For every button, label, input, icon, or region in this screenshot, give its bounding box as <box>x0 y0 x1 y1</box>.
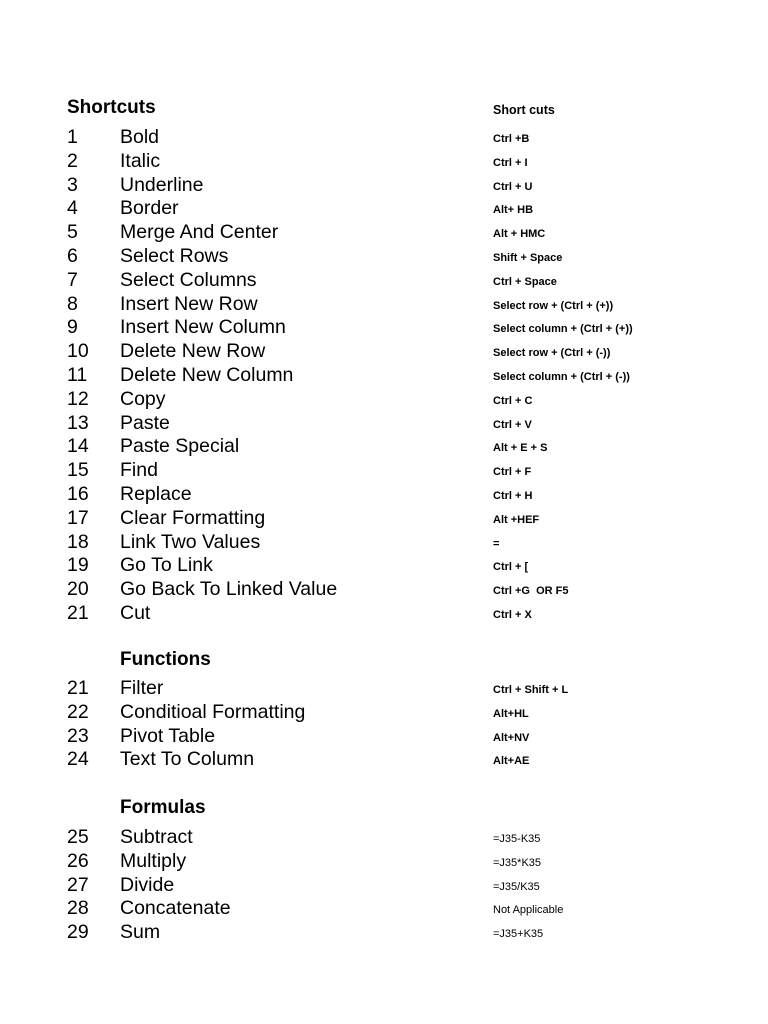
item-shortcut: Alt+HL <box>493 707 529 720</box>
item-number: 6 <box>67 244 78 267</box>
list-item <box>0 578 768 602</box>
item-number: 11 <box>67 363 88 386</box>
list-item <box>0 677 768 701</box>
item-number: 4 <box>67 197 78 220</box>
list-item <box>0 245 768 269</box>
item-shortcut: Alt+NV <box>493 731 530 744</box>
item-number: 5 <box>67 221 78 244</box>
item-label: Link Two Values <box>120 530 261 553</box>
item-shortcut: Alt + E + S <box>493 442 548 455</box>
item-label: Select Rows <box>120 244 229 267</box>
item-label: Divide <box>120 873 175 896</box>
item-number: 24 <box>67 748 89 771</box>
item-label: Replace <box>120 482 192 505</box>
item-formula: =J35+K35 <box>493 928 544 941</box>
shortcut-column-header: Short cuts <box>493 103 555 117</box>
list-item <box>0 531 768 555</box>
item-label: Select Columns <box>120 268 257 291</box>
item-number: 28 <box>67 897 89 920</box>
item-label: Pivot Table <box>120 724 216 747</box>
list-item <box>0 412 768 436</box>
item-label: Text To Column <box>120 748 255 771</box>
item-shortcut: Ctrl + [ <box>493 561 529 574</box>
item-number: 12 <box>67 387 89 410</box>
list-item <box>0 435 768 459</box>
item-number: 26 <box>67 849 89 872</box>
item-formula: =J35/K35 <box>493 880 540 893</box>
item-number: 13 <box>67 411 89 434</box>
item-label: Paste Special <box>120 435 240 458</box>
list-item <box>0 748 768 772</box>
item-label: Insert New Column <box>120 316 286 339</box>
item-label: Sum <box>120 921 161 944</box>
item-label: Merge And Center <box>120 221 279 244</box>
item-number: 8 <box>67 292 78 315</box>
item-label: Concatenate <box>120 897 231 920</box>
item-shortcut: Ctrl + X <box>493 608 532 621</box>
formulas-heading: Formulas <box>120 797 206 818</box>
list-item <box>0 316 768 340</box>
item-number: 19 <box>67 554 89 577</box>
functions-heading: Functions <box>120 649 211 670</box>
item-number: 2 <box>67 149 78 172</box>
list-item <box>0 293 768 317</box>
item-shortcut: Ctrl +G OR F5 <box>493 585 569 598</box>
item-shortcut: Select row + (Ctrl + (-)) <box>493 347 611 360</box>
list-item <box>0 174 768 198</box>
list-item <box>0 897 768 921</box>
item-formula: =J35-K35 <box>493 833 541 845</box>
item-number: 22 <box>67 700 89 723</box>
item-label: Bold <box>120 126 160 148</box>
item-number: 21 <box>67 677 89 699</box>
item-shortcut: = <box>493 537 500 550</box>
item-formula: Not Applicable <box>493 904 564 917</box>
item-label: Multiply <box>120 849 187 872</box>
item-shortcut: Ctrl + Shift + L <box>493 684 569 696</box>
item-shortcut: Ctrl + Space <box>493 275 557 288</box>
item-shortcut: Ctrl + U <box>493 180 533 193</box>
item-number: 9 <box>67 316 78 339</box>
item-shortcut: Alt +HEF <box>493 513 540 526</box>
list-item <box>0 725 768 749</box>
item-number: 29 <box>67 921 89 944</box>
item-number: 27 <box>67 873 89 896</box>
item-shortcut: Select column + (Ctrl + (-)) <box>493 370 630 383</box>
list-item <box>0 269 768 293</box>
item-number: 17 <box>67 506 89 529</box>
item-label: Delete New Row <box>120 340 266 363</box>
item-number: 14 <box>67 435 89 458</box>
item-shortcut: Select column + (Ctrl + (+)) <box>493 323 633 336</box>
item-label: Find <box>120 459 158 482</box>
item-shortcut: Ctrl +B <box>493 133 530 145</box>
item-number: 15 <box>67 459 89 482</box>
item-label: Paste <box>120 411 170 434</box>
list-item <box>0 602 768 626</box>
item-label: Clear Formatting <box>120 506 266 529</box>
list-item <box>0 921 768 945</box>
item-formula: =J35*K35 <box>493 856 542 869</box>
list-item <box>0 826 768 850</box>
item-shortcut: Select row + (Ctrl + (+)) <box>493 299 614 312</box>
item-label: Underline <box>120 173 204 196</box>
item-shortcut: Ctrl + F <box>493 466 532 479</box>
list-item <box>0 197 768 221</box>
item-number: 3 <box>67 173 78 196</box>
formulas-list <box>0 826 768 945</box>
item-number: 23 <box>67 724 89 747</box>
item-number: 1 <box>67 126 78 148</box>
item-label: Italic <box>120 149 161 172</box>
item-shortcut: Shift + Space <box>493 251 563 264</box>
item-label: Border <box>120 197 179 220</box>
list-item <box>0 126 768 150</box>
functions-list <box>0 677 768 772</box>
list-item <box>0 507 768 531</box>
item-label: Copy <box>120 387 166 410</box>
item-label: Filter <box>120 677 164 699</box>
list-item <box>0 701 768 725</box>
item-number: 16 <box>67 482 89 505</box>
item-shortcut: Ctrl + C <box>493 394 533 407</box>
item-shortcut: Alt+ HB <box>493 204 534 217</box>
page-title: Shortcuts <box>67 97 156 118</box>
list-item <box>0 459 768 483</box>
item-label: Conditioal Formatting <box>120 700 306 723</box>
item-number: 10 <box>67 340 89 363</box>
item-label: Go To Link <box>120 554 213 577</box>
item-shortcut: Alt+AE <box>493 755 530 768</box>
list-item <box>0 483 768 507</box>
item-shortcut: Ctrl + I <box>493 156 528 169</box>
item-number: 25 <box>67 826 89 848</box>
list-item <box>0 221 768 245</box>
list-item <box>0 150 768 174</box>
item-number: 21 <box>67 601 89 624</box>
item-shortcut: Ctrl + V <box>493 418 532 431</box>
list-item <box>0 340 768 364</box>
list-item <box>0 364 768 388</box>
item-label: Subtract <box>120 826 193 848</box>
item-number: 20 <box>67 578 89 601</box>
item-label: Delete New Column <box>120 363 294 386</box>
list-item <box>0 850 768 874</box>
shortcuts-list <box>0 126 768 626</box>
list-item <box>0 554 768 578</box>
item-number: 7 <box>67 268 78 291</box>
item-label: Insert New Row <box>120 292 258 315</box>
list-item <box>0 874 768 898</box>
item-label: Cut <box>120 601 151 624</box>
item-shortcut: Alt + HMC <box>493 228 546 241</box>
list-item <box>0 388 768 412</box>
item-shortcut: Ctrl + H <box>493 489 533 502</box>
item-number: 18 <box>67 530 89 553</box>
item-label: Go Back To Linked Value <box>120 578 338 601</box>
